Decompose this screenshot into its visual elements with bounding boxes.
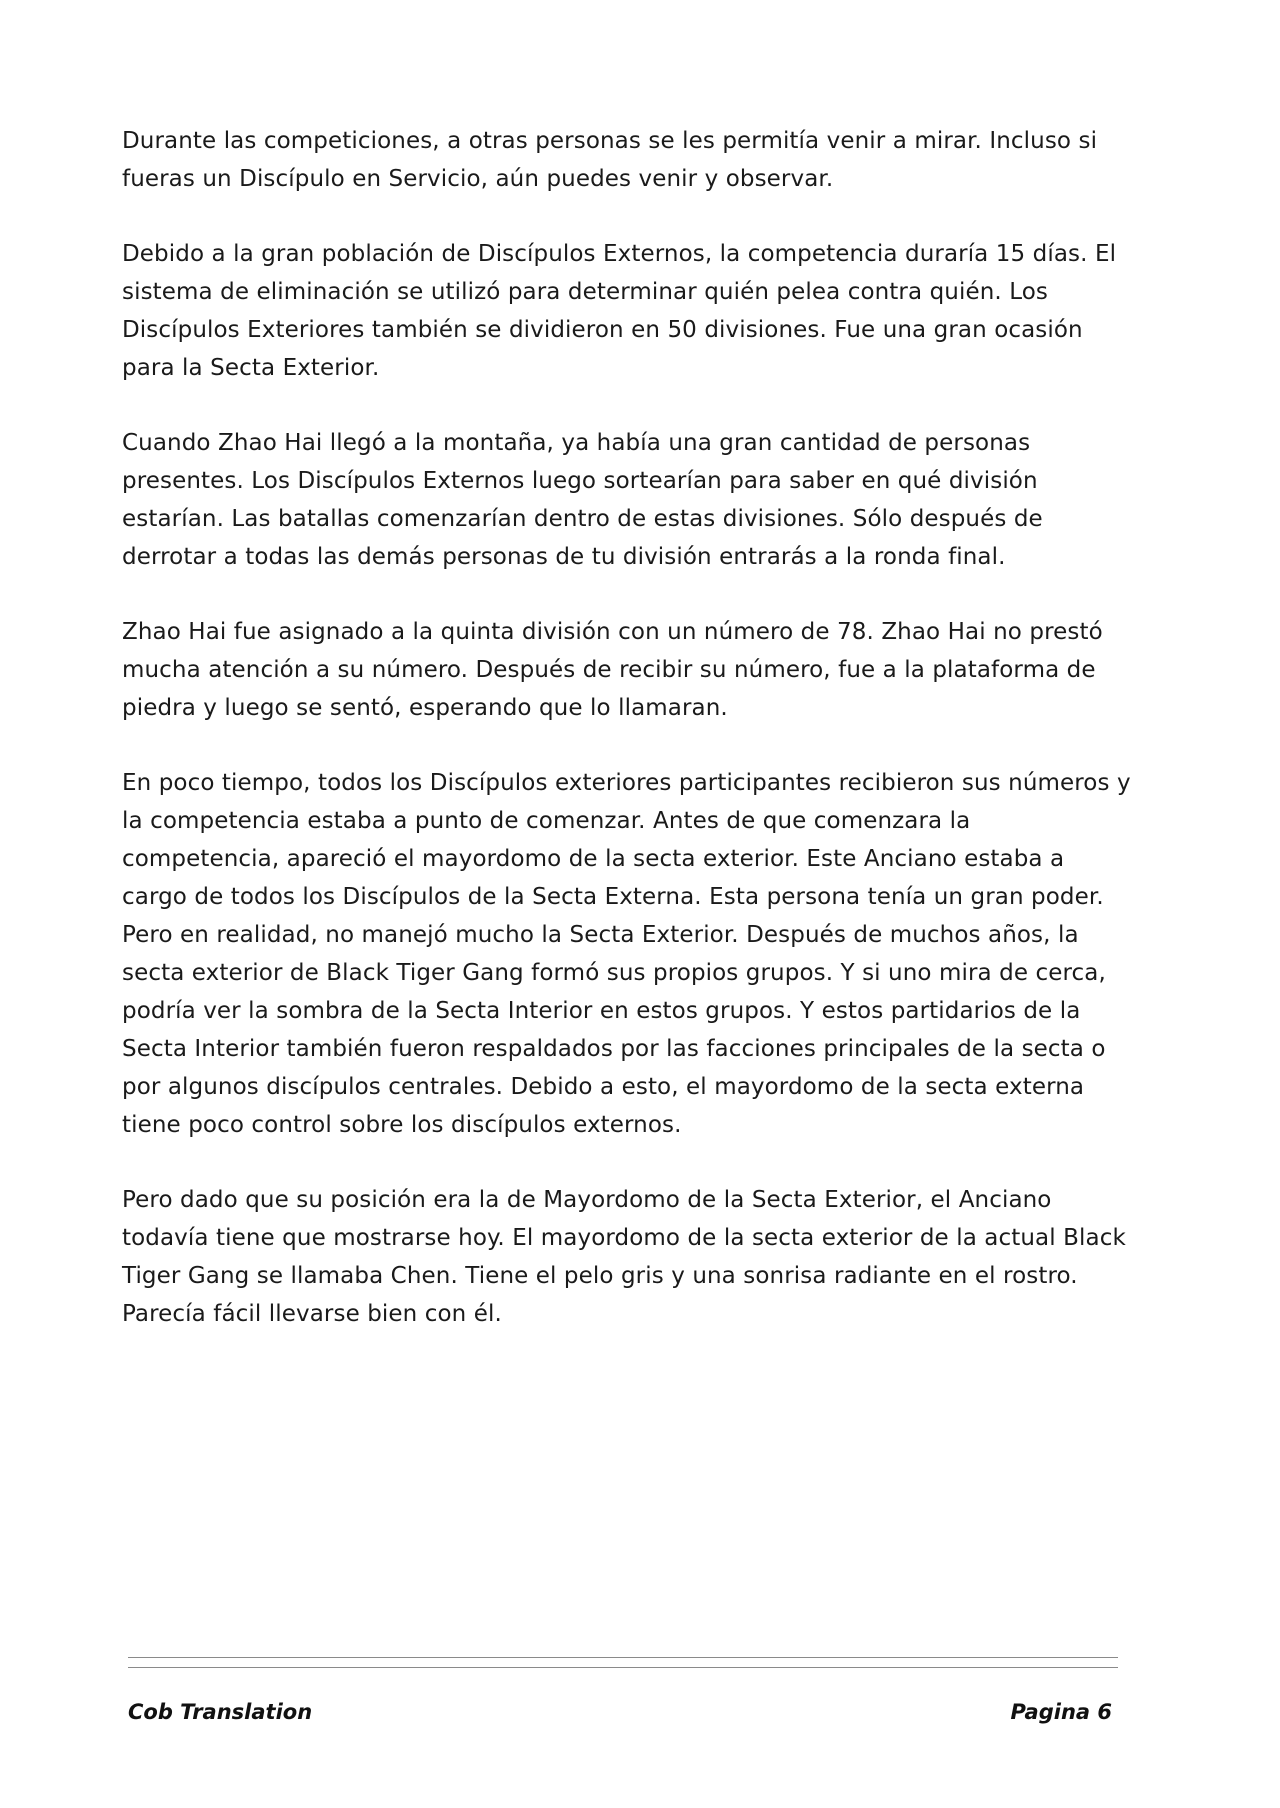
footer-divider xyxy=(128,1667,1118,1668)
paragraph: Pero dado que su posición era la de Mayordomo de la Secta Exterior, el Anciano todavía tiene que mostrarse hoy. El mayordomo de la secta exterior de la actual Black Tiger Gang se llamaba Chen. Tiene el pelo gris y una sonrisa radiante en el rostro. Parecía fácil llevarse bien con él. xyxy=(122,1187,1126,1327)
document-body xyxy=(122,122,1132,1370)
paragraph: Debido a la gran población de Discípulos Externos, la competencia duraría 15 días. El sistema de eliminación se utilizó para determinar quién pelea contra quién. Los Discípulos Exteriores también se dividieron en 50 divisiones. Fue una gran ocasión para la Secta Exterior. xyxy=(122,241,1117,381)
paragraph: En poco tiempo, todos los Discípulos exteriores participantes recibieron sus números y la competencia estaba a punto de comenzar. Antes de que comenzara la competencia, apareció el mayordomo de la secta exterior. Este Anciano estaba a cargo de todos los Discípulos de la Secta Externa. Esta persona tenía un gran poder. Pero en realidad, no manejó mucho la Secta Exterior. Después de muchos años, la secta exterior de Black Tiger Gang formó sus propios grupos. Y si uno mira de cerca, podría ver la sombra de la Secta Interior en estos grupos. Y estos partidarios de la Secta Interior también fueron respaldados por las facciones principales de la secta o por algunos discípulos centrales. Debido a esto, el mayordomo de la secta externa tiene poco control sobre los discípulos externos. xyxy=(122,770,1131,1138)
footer-translator-name: Cob Translation xyxy=(128,1700,313,1724)
footer-page-number: Pagina 6 xyxy=(1010,1700,1112,1724)
footer-divider xyxy=(128,1657,1118,1658)
paragraph: Cuando Zhao Hai llegó a la montaña, ya había una gran cantidad de personas presentes. Los Discípulos Externos luego sortearían para saber en qué división estarían. Las batallas comenzarían dentro de estas divisiones. Sólo después de derrotar a todas las demás personas de tu división entrarás a la ronda final. xyxy=(122,430,1043,570)
paragraph: Durante las competiciones, a otras personas se les permitía venir a mirar. Incluso si fueras un Discípulo en Servicio, aún puedes venir y observar. xyxy=(122,128,1098,192)
paragraph: Zhao Hai fue asignado a la quinta división con un número de 78. Zhao Hai no prestó mucha atención a su número. Después de recibir su número, fue a la plataforma de piedra y luego se sentó, esperando que lo llamaran. xyxy=(122,619,1103,721)
